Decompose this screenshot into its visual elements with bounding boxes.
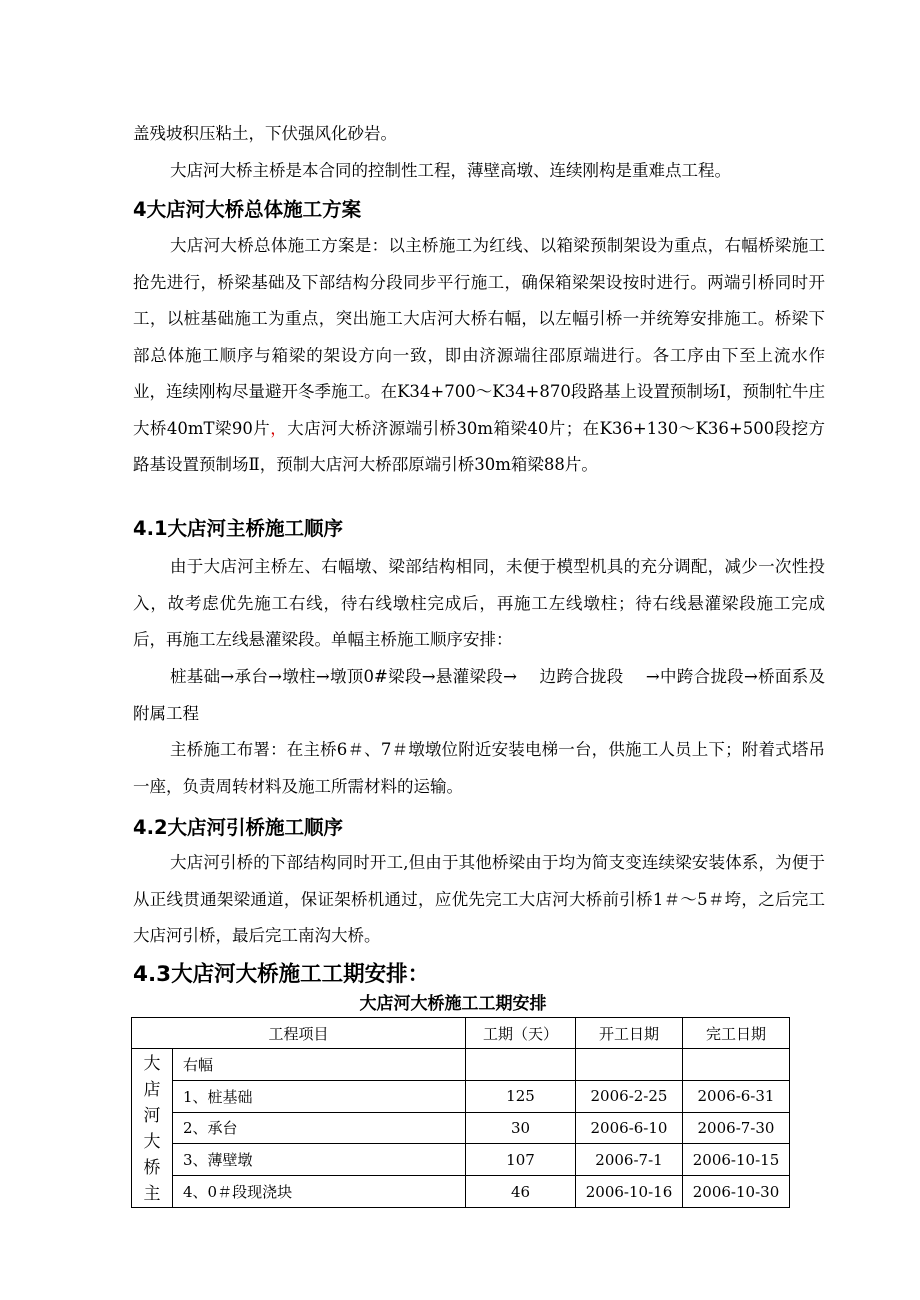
- row-start: 2006-2-25: [576, 1080, 683, 1112]
- side-label-char: 店: [143, 1080, 161, 1100]
- header-end: 完工日期: [683, 1018, 790, 1049]
- side-label-char: 主: [143, 1184, 161, 1204]
- row-start: [576, 1049, 683, 1081]
- header-duration: 工期（天）: [466, 1018, 576, 1049]
- row-start: 2006-10-16: [576, 1176, 683, 1208]
- row-end: 2006-10-30: [683, 1176, 790, 1208]
- table-row: [132, 1176, 790, 1208]
- paragraph-main-bridge-layout: 主桥施工布署：在主桥6＃、7＃墩墩位附近安装电梯一台，供施工人员上下；附着式塔吊一座，负责周转材料及施工所需材料的运输。: [133, 740, 825, 796]
- table-caption: 大店河大桥施工工期安排: [359, 994, 547, 1014]
- row-start: 2006-7-1: [576, 1144, 683, 1176]
- table-header-row: [132, 1018, 790, 1049]
- side-label-char: 桥: [143, 1158, 161, 1178]
- row-end: [683, 1049, 790, 1081]
- row-duration: 125: [466, 1080, 576, 1112]
- heading-section-4: 4大店河大桥总体施工方案: [133, 198, 362, 221]
- paragraph-overall-plan: [133, 228, 825, 484]
- overall-plan-text-b: 大店河大桥济源端引桥30m箱梁40片；在K36+130～K36+500段挖方路基设置预制场Ⅱ，预制大店河大桥邵原端引桥30m箱梁88片。: [133, 418, 825, 474]
- row-duration: 30: [466, 1112, 576, 1144]
- header-item: 工程项目: [132, 1018, 466, 1049]
- paragraph-geology: 盖残坡积压粘土，下伏强风化砂岩。: [133, 124, 397, 143]
- paragraph-main-bridge-control: 大店河大桥主桥是本合同的控制性工程，薄壁高墩、连续刚构是重难点工程。: [170, 161, 731, 180]
- row-end: 2006-6-31: [683, 1080, 790, 1112]
- row-duration: [466, 1049, 576, 1081]
- row-duration: 46: [466, 1176, 576, 1208]
- paragraph-construction-sequence: 桩基础→承台→墩柱→墩顶0#梁段→悬灌梁段→ 边跨合拢段 →中跨合拢段→桥面系及附属工程: [133, 667, 825, 723]
- row-item: 1、桩基础: [173, 1080, 466, 1112]
- row-start: 2006-6-10: [576, 1112, 683, 1144]
- row-item: 2、承台: [173, 1112, 466, 1144]
- row-item: 4、0＃段现浇块: [173, 1176, 466, 1208]
- row-duration: 107: [466, 1144, 576, 1176]
- side-label-char: 河: [143, 1106, 161, 1126]
- row-end: 2006-10-15: [683, 1144, 790, 1176]
- heading-section-4-3: 4.3大店河大桥施工工期安排：: [133, 962, 430, 987]
- heading-section-4-2: 4.2大店河引桥施工顺序: [133, 816, 344, 839]
- row-item: 右幅: [173, 1049, 466, 1081]
- row-end: 2006-7-30: [683, 1112, 790, 1144]
- overall-plan-text-a: 大店河大桥总体施工方案是：以主桥施工为红线、以箱梁预制架设为重点，右幅桥梁施工抢先进行，桥梁基础及下部结构分段同步平行施工，确保箱梁架设按时进行。两端引桥同时开工，以桩基础施工为重点，突出施工大店河大桥右幅，以左幅引桥一并统筹安排施工。桥梁下部总体施工顺序与箱梁的架设方向一致，即由济源端往邵原端进行。各工序由下至上流水作业，连续刚构尽量避开冬季施工。在K34+700～K34+870段路基上设置预制场Ⅰ，预制牤牛庄大桥40mT梁90片: [133, 236, 825, 438]
- heading-section-4-1: 4.1大店河主桥施工顺序: [133, 517, 344, 540]
- header-start: 开工日期: [576, 1018, 683, 1049]
- table-row: [132, 1080, 790, 1112]
- side-label-char: 大: [143, 1054, 161, 1074]
- side-label-char: 大: [143, 1132, 161, 1152]
- table-row: [132, 1112, 790, 1144]
- table-row: [132, 1049, 790, 1081]
- paragraph-approach-bridge-order: 大店河引桥的下部结构同时开工,但由于其他桥梁由于均为简支变连续梁安装体系，为便于从正线贯通架梁通道，保证架桥机通过，应优先完工大店河大桥前引桥1＃～5＃垮，之后完工大店河引桥，最后完工南沟大桥。: [133, 853, 825, 945]
- overall-plan-red-comma: ，: [270, 418, 288, 438]
- table-row: [132, 1144, 790, 1176]
- schedule-table: [131, 1017, 790, 1208]
- paragraph-main-bridge-order: 由于大店河主桥左、右幅墩、梁部结构相同，未便于模型机具的充分调配，减少一次性投入，故考虑优先施工右线，待右线墩柱完成后，再施工左线墩柱；待右线悬灌梁段施工完成后，再施工左线悬灌梁段。单幅主桥施工顺序安排：: [133, 557, 825, 649]
- side-label-cell: [132, 1049, 173, 1208]
- row-item: 3、薄壁墩: [173, 1144, 466, 1176]
